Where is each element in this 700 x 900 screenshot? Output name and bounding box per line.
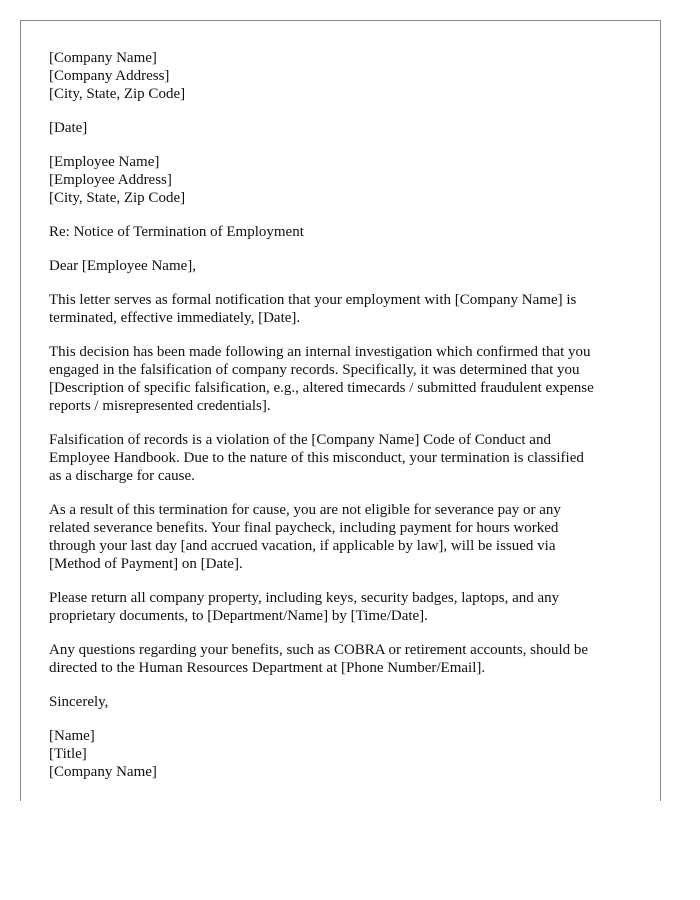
sender-company-address: [Company Address]	[49, 68, 170, 84]
paragraph-line: Falsification of records is a violation of the [Company Name] Code of Conduct and	[49, 432, 551, 448]
paragraph-company-property	[49, 589, 639, 625]
date-block	[49, 119, 639, 137]
signature-name: [Name]	[49, 728, 95, 744]
paragraph-line: proprietary documents, to [Department/Name] by [Time/Date].	[49, 608, 428, 624]
letter-page	[20, 20, 661, 801]
paragraph-line: engaged in the falsification of company records. Specifically, it was determined that you	[49, 362, 580, 378]
signature-title: [Title]	[49, 746, 87, 762]
paragraph-line: reports / misrepresented credentials].	[49, 398, 271, 414]
recipient-block	[49, 153, 639, 207]
sender-city-state-zip: [City, State, Zip Code]	[49, 86, 186, 102]
recipient-employee-name: [Employee Name]	[49, 154, 160, 170]
subject-line: Re: Notice of Termination of Employment	[49, 224, 304, 240]
recipient-city-state-zip: [City, State, Zip Code]	[49, 190, 186, 206]
salutation-block	[49, 257, 639, 275]
letter-date: [Date]	[49, 120, 88, 136]
closing: Sincerely,	[49, 694, 109, 710]
signature-company-name: [Company Name]	[49, 764, 157, 780]
paragraph-line: directed to the Human Resources Department at [Phone Number/Email].	[49, 660, 486, 676]
sender-block	[49, 49, 639, 103]
recipient-employee-address: [Employee Address]	[49, 172, 172, 188]
paragraph-line: as a discharge for cause.	[49, 468, 195, 484]
signature-block	[49, 727, 639, 781]
letter-body	[49, 49, 639, 797]
paragraph-benefits-questions	[49, 641, 639, 677]
paragraph-line: This decision has been made following an internal investigation which confirmed that you	[49, 344, 591, 360]
paragraph-line: through your last day [and accrued vacation, if applicable by law], will be issued via	[49, 538, 556, 554]
paragraph-notification	[49, 291, 639, 327]
paragraph-line: As a result of this termination for cause, you are not eligible for severance pay or any	[49, 502, 561, 518]
paragraph-line: Please return all company property, including keys, security badges, laptops, and any	[49, 590, 560, 606]
paragraph-line: [Method of Payment] on [Date].	[49, 556, 243, 572]
salutation: Dear [Employee Name],	[49, 258, 197, 274]
paragraph-line: Any questions regarding your benefits, such as COBRA or retirement accounts, should be	[49, 642, 589, 658]
paragraph-line: This letter serves as formal notification that your employment with [Company Name] is	[49, 292, 577, 308]
paragraph-severance	[49, 501, 639, 573]
paragraph-line: Employee Handbook. Due to the nature of this misconduct, your termination is classified	[49, 450, 584, 466]
paragraph-line: related severance benefits. Your final paycheck, including payment for hours worked	[49, 520, 559, 536]
paragraph-investigation	[49, 343, 639, 415]
closing-block	[49, 693, 639, 711]
sender-company-name: [Company Name]	[49, 50, 157, 66]
paragraph-line: terminated, effective immediately, [Date].	[49, 310, 301, 326]
subject-block	[49, 223, 639, 241]
paragraph-policy-violation	[49, 431, 639, 485]
paragraph-line: [Description of specific falsification, e.g., altered timecards / submitted fraudulent expense	[49, 380, 594, 396]
